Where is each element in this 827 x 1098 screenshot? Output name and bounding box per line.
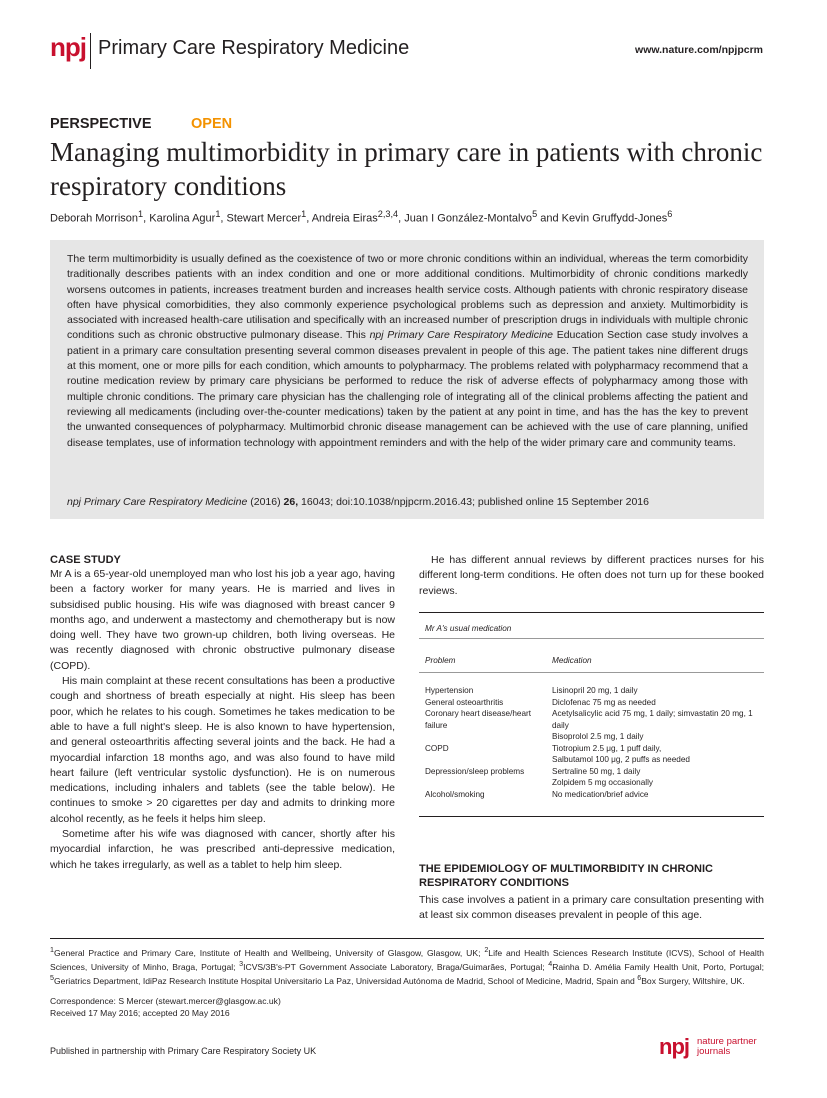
header-divider [90, 33, 91, 69]
citation-year: (2016) [250, 496, 281, 508]
left-column [50, 553, 395, 873]
table-cell-problem: Alcohol/smoking [425, 789, 485, 799]
table-cell-problem: Hypertension [425, 686, 474, 695]
article-title: Managing multimorbidity in primary care in patients with chronic respiratory conditions [50, 137, 763, 201]
right-column [419, 553, 764, 599]
nature-partner-journals-logo [697, 1037, 757, 1057]
author[interactable]: Deborah Morrison [50, 212, 139, 225]
author-list: Deborah Morrison$^1$, Karolina Agur$^1$, Stewart Mercer$^1$, Andreia Eiras$^{2,3,4}$, Juan I González-Montalvo$^5$ and Kevin Gruffydd-Jones$^6$ [50, 209, 673, 225]
partnership-note: Published in partnership with Primary Care Respiratory Society UK [50, 1046, 317, 1056]
table-caption: Mr A's usual medication [425, 624, 512, 633]
table-header-rule [419, 672, 764, 673]
epidemiology-heading: THE EPIDEMIOLOGY OF MULTIMORBIDITY IN CHRONIC RESPIRATORY CONDITIONS [419, 863, 713, 889]
abstract-segment: Education Section case study involves a patient in a primary care consultation presenting several common diseases prevalent in people of this age. The patient takes nine different drugs at this moment, one or more pills for each condition, which amounts to polypharmacy. The problems related with polypharmacy recommend that a routine medication review by primary care physicians be performed to reduce the risk of adverse effects of polypharmacy among those with multiple chronic conditions. The primary care physician has the challenging role of integrating all of the clinical problems affecting the patient and reviewing all medicaments (including over-the-counter medications) taken by the patient at any point in time, and has the has the key to prevent the unwanted consequences of polypharmacy. Multimorbid chronic disease management can be achieved with the use of care planning, unified disease templates, use of information technology with appointment reminders and with the help of the wider primary care and community teams. [67, 329, 748, 449]
author-affiliation: 6 [667, 209, 673, 219]
table-row [425, 697, 770, 709]
table-row [425, 685, 770, 697]
case-study-paragraph: He has different annual reviews by different practices nurses for his different long-term conditions. He often does not turn up for these booked reviews. [419, 554, 764, 597]
journal-name: Primary Care Respiratory Medicine [98, 37, 410, 59]
table-cell-medication: Salbutamol 100 μg, 2 puffs as needed [552, 755, 690, 764]
affiliation-text: ICVS/3B's-PT Government Associate Laboratory, Braga/Guimarães, Portugal; [243, 962, 549, 973]
table-cell-medication: Lisinopril 20 mg, 1 daily [552, 686, 638, 695]
author-affiliation: 1 [138, 209, 144, 219]
affiliation-text: Geriatrics Department, IdiPaz Research Institute Hospital Universitario La Paz, Universidad Autónoma de Madrid, School of Medicine, Madrid, Spain and [53, 976, 638, 987]
abstract-journal-name: npj Primary Care Respiratory Medicine [369, 329, 554, 342]
author[interactable]: Juan I González-Montalvo [404, 212, 533, 225]
logo-line: nature partner [697, 1036, 757, 1047]
author[interactable]: Stewart Mercer [226, 212, 302, 225]
table-header-problem: Problem [425, 656, 456, 665]
affiliation-number: 6 [637, 974, 642, 983]
affiliation-text: Box Surgery, Wiltshire, UK. [641, 976, 745, 987]
received-dates: Received 17 May 2016; accepted 20 May 2016 [50, 1008, 230, 1018]
case-study-heading: CASE STUDY [50, 554, 121, 566]
npj-logo: npj [50, 32, 86, 62]
author-affiliation: 1 [215, 209, 221, 219]
author-affiliation: 2,3,4 [377, 209, 399, 219]
logo-line: journals [697, 1046, 731, 1057]
affiliation-text: Rainha D. Amélia Family Health Unit, Porto, Portugal; [552, 962, 764, 973]
affiliation-text: Life and Health Sciences Research Institute (ICVS), School of Health Sciences, University of Minho, Braga, Portugal; [50, 947, 764, 973]
npj-footer-logo: npj [659, 1034, 689, 1059]
affiliation-number: 1 [50, 946, 54, 954]
table-cell-medication: Sertraline 50 mg, 1 daily [552, 766, 641, 776]
table-cell-medication: Zolpidem 5 mg occasionally [552, 778, 654, 787]
article-citation [67, 496, 649, 508]
abstract-segment: The term multimorbidity is usually defined as the coexistence of two or more chronic conditions within an individual, whereas the term comorbidity traditionally describes patients with an index condition and one or more additional conditions. Multimorbidity of chronic conditions markedly worsens outcomes in patients, increases treatment burden and increases health service costs. Although patients with chronic respiratory disease often have physical comorbidities, they also commonly experience psychological problems such as depression and anxiety. Multimorbidity is associated with increased health-care utilisation and specifically with an increased number of prescription drugs in individuals with multiple chronic conditions such as chronic obstructive pulmonary disease. This [67, 253, 748, 342]
affiliation-number: 2 [484, 946, 489, 954]
medication-table-body [425, 685, 770, 800]
table-cell-medication: No medication/brief advice [552, 789, 649, 799]
table-cell-problem: Depression/sleep problems [425, 766, 525, 776]
table-header-medication: Medication [552, 656, 592, 665]
author[interactable]: Andreia Eiras [311, 212, 378, 225]
journal-url[interactable]: www.nature.com/npjpcrm [635, 44, 763, 56]
author-affiliation: 1 [301, 209, 307, 219]
case-study-paragraph: Sometime after his wife was diagnosed with cancer, shortly after his myocardial infarction, he was prescribed anti-depressive medication, which he takes irregularly, as well as a tablet to help him sleep. [50, 828, 395, 871]
article-type: PERSPECTIVE [50, 116, 152, 132]
case-study-paragraph: His main complaint at these recent consultations has been a productive cough and shortness of breath especially at night. His sleep has been poor, which he relates to his cough. Sometimes he takes medication to be able to have a full night's sleep. He is also known to have hypertension, and general osteoarthritis affecting several joints and the back. He had a myocardial infarction 18 months ago, and was also found to have mild heart failure (left ventricular systolic dysfunction). He is on numerous medications, including inhalers and tablets (see the table below). He continues to smoke > 20 cigarettes per day and admits to drinking more alcohol recently, as he feels it helps him sleep. [50, 675, 395, 825]
table-cell-medication: Diclofenac 75 mg as needed [552, 697, 656, 707]
author-affiliation: 5 [532, 209, 538, 219]
open-access-badge: OPEN [191, 116, 233, 132]
citation-doi[interactable]: 16043; doi:10.1038/npjpcrm.2016.43; published online 15 September 2016 [301, 496, 649, 508]
correspondence[interactable]: Correspondence: S Mercer (stewart.mercer@glasgow.ac.uk) [50, 996, 281, 1006]
epidemiology-paragraph: This case involves a patient in a primary care consultation presenting with at least six common diseases prevalent in people of this age. [419, 894, 764, 922]
table-cell-medication: Bisoprolol 2.5 mg, 1 daily [552, 732, 644, 741]
table-row [425, 789, 770, 801]
table-row [425, 743, 770, 766]
citation-volume: 26, [283, 496, 299, 508]
affiliations [50, 945, 764, 987]
table-cell-problem: COPD [425, 743, 449, 753]
author[interactable]: Karolina Agur [149, 212, 216, 225]
abstract-text [67, 252, 748, 451]
affiliation-number: 5 [50, 974, 54, 983]
epidemiology-section [419, 862, 764, 924]
table-cell-medication: Tiotropium 2.5 μg, 1 puff daily, [552, 743, 662, 753]
table-row [425, 708, 770, 743]
affiliation-number: 4 [548, 960, 553, 969]
author[interactable]: Kevin Gruffydd-Jones [561, 212, 668, 225]
table-cell-medication: Acetylsalicylic acid 75 mg, 1 daily; simvastatin 20 mg, 1 daily [552, 709, 753, 730]
table-cell-problem: Coronary heart disease/heart failure [425, 709, 532, 730]
affiliation-text: General Practice and Primary Care, Institute of Health and Wellbeing, University of Glasgow, Glasgow, UK; [53, 947, 485, 958]
affiliation-number: 3 [239, 960, 244, 969]
footnote-rule [50, 938, 764, 939]
table-row [425, 766, 770, 789]
citation-journal: npj Primary Care Respiratory Medicine [67, 496, 248, 508]
case-study-paragraph: Mr A is a 65-year-old unemployed man who lost his job a year ago, having been a factory worker for many years. He is married and lives in subsidised public housing. His wife was diagnosed with breast cancer 9 months ago, and underwent a mastectomy and chemotherapy but is now doing well. They have two grown-up children, both living overseas. He was recently diagnosed with chronic obstructive pulmonary disease (COPD). [50, 568, 395, 672]
table-top-rule [419, 612, 764, 613]
table-caption-rule [419, 638, 764, 639]
author-conjunction: and [540, 212, 559, 225]
table-cell-problem: General osteoarthritis [425, 697, 504, 707]
table-bottom-rule [419, 816, 764, 817]
